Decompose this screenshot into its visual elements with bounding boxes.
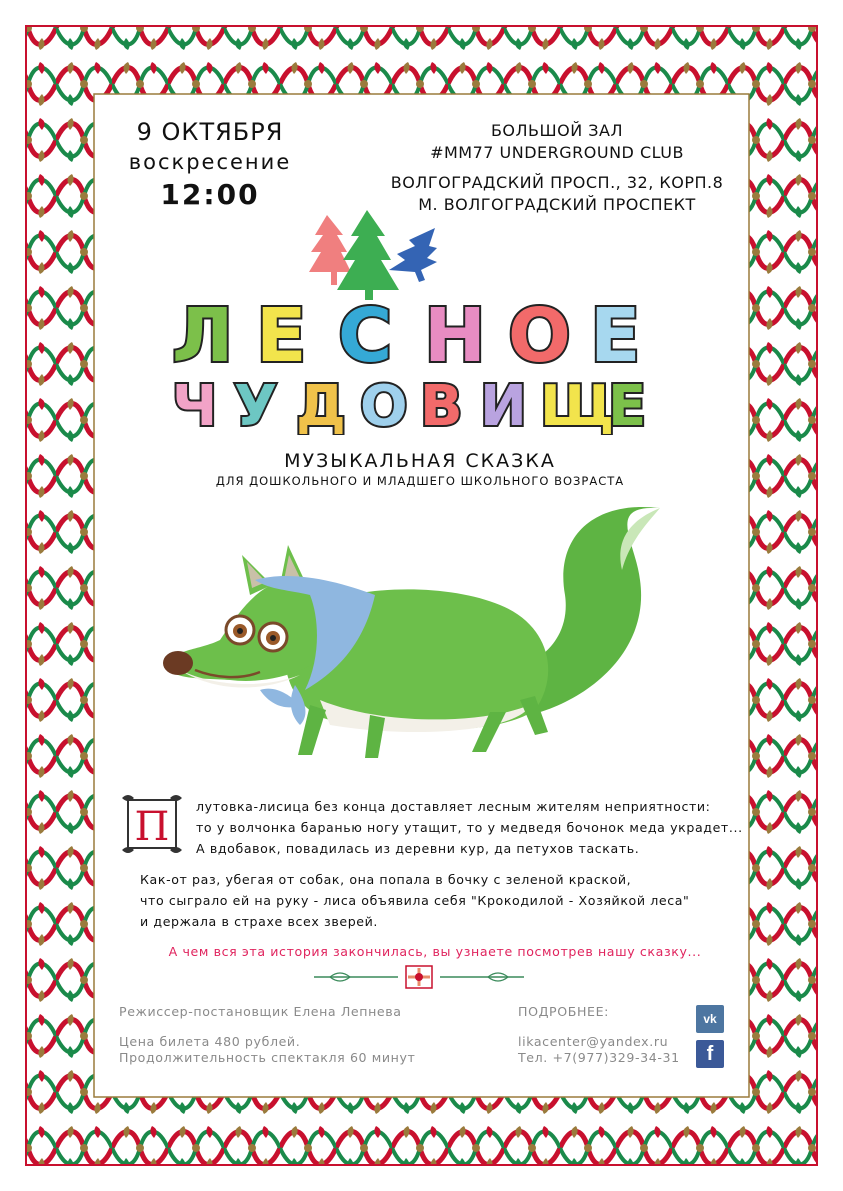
title-letter: Д [296,374,346,435]
subtitle-main: МУЗЫКАЛЬНАЯ СКАЗКА [284,450,556,472]
title-letter: О [508,295,571,379]
green-tree-icon [337,210,399,300]
title-letter: Л [172,295,234,379]
event-time: 12:00 [160,178,260,211]
more-info-label: ПОДРОБНЕЕ: [518,1004,609,1019]
title-letter: Щ [540,374,615,435]
story-line: Как-от раз, убегая от собак, она попала в бочку с зеленой краской, [140,872,632,887]
divider-ornament [310,963,528,991]
drop-cap [118,790,186,858]
title-letter: Н [424,295,486,379]
director-credit: Режиссер-постановщик Елена Лепнева [119,1004,402,1019]
event-weekday: воскресение [128,150,292,174]
show-title [168,295,678,435]
story-paragraph-1 [196,796,743,859]
story-line: лутовка-лисица без конца доставляет лесным жителям неприятности: [196,799,711,814]
drop-cap-letter: П [134,804,170,850]
contact-phone[interactable]: Тел. +7(977)329-34-31 [518,1050,680,1065]
title-letter: Е [590,295,641,379]
venue-info [372,120,742,216]
green-fox-illustration [160,500,680,765]
venue-address: ВОЛГОГРАДСКИЙ ПРОСП., 32, КОРП.8 [390,173,724,192]
story-paragraph-2 [140,869,726,932]
title-letter: Ч [172,374,218,435]
venue-hall: БОЛЬШОЙ ЗАЛ [490,121,624,140]
subtitle-audience: ДЛЯ ДОШКОЛЬНОГО И МЛАДШЕГО ШКОЛЬНОГО ВОЗРАСТА [215,474,625,488]
event-date: 9 ОКТЯБРЯ [136,118,284,146]
story-line: А вдобавок, повадилась из деревни кур, да петухов таскать. [196,841,640,856]
story-line: и держала в страхе всех зверей. [140,914,379,929]
pink-tree-icon [309,215,351,285]
footer-info [119,1004,449,1066]
title-letter: О [360,374,408,435]
title-letter: Е [608,374,647,435]
contact-info [518,1004,693,1066]
ticket-price: Цена билета 480 рублей. [119,1034,301,1049]
fox-nose [163,651,193,675]
venue-metro: М. ВОЛГОГРАДСКИЙ ПРОСПЕКТ [418,195,696,214]
story-line: что сыграло ей на руку - лиса объявила себя "Крокодилой - Хозяйкой леса" [140,893,690,908]
title-letter: И [480,374,527,435]
title-letter: У [234,374,278,435]
vk-icon[interactable]: vk [696,1005,724,1033]
trees-illustration [305,210,445,300]
blue-tree-icon [389,228,437,282]
title-letter: С [338,295,393,379]
subtitle-block [150,450,690,488]
venue-club: #MM77 UNDERGROUND CLUB [430,143,684,162]
show-duration: Продолжительность спектакля 60 минут [119,1050,416,1065]
teaser-text: А чем вся эта история закончилась, вы узнаете посмотрев нашу сказку... [168,944,702,959]
title-letter: Е [256,295,307,379]
event-datetime [110,118,310,211]
facebook-icon[interactable]: f [696,1040,724,1068]
contact-email[interactable]: likacenter@yandex.ru [518,1034,669,1049]
title-letter: В [420,374,463,435]
story-line: то у волчонка баранью ногу утащит, то у медведя бочонок меда украдет... [196,820,743,835]
